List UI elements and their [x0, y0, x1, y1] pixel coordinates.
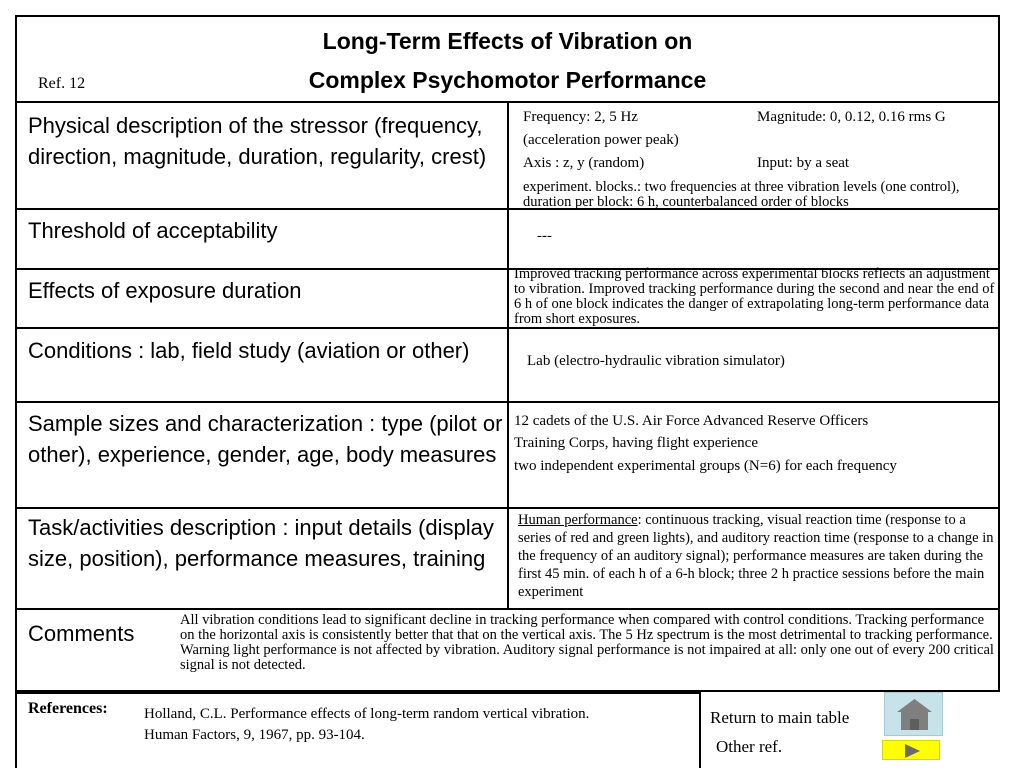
conditions-label: Conditions : lab, field study (aviation or other) [28, 338, 470, 363]
home-icon [885, 693, 944, 737]
play-arrow-icon [883, 741, 941, 761]
return-to-main-table-link[interactable]: Return to main table [710, 708, 850, 727]
exposure-label: Effects of exposure duration [28, 278, 302, 303]
reference-line2: Human Factors, 9, 1967, pp. 93-104. [144, 727, 365, 743]
sample-line2: Training Corps, having flight experience [514, 435, 758, 451]
ref-number: Ref. 12 [38, 75, 86, 92]
home-button[interactable] [884, 692, 943, 736]
task-value [518, 511, 994, 601]
sample-label: Sample sizes and characterization : type (pilot or other), experience, gender, age, body measures [28, 411, 503, 467]
acceleration-note: (acceleration power peak) [523, 132, 679, 148]
references-label: References: [28, 700, 108, 717]
comments-value: All vibration conditions lead to significant decline in tracking performance when compared with control conditions. Tracking performance on the horizontal axis is consistently better that that on the vertical axis. The 5 Hz spectrum is the most detrimental to tracking performance. Warning light performance is not affected by vibration. Auditory signal performance is not impaired at all: only one out of every 200 critical signal is not detected. [180, 612, 994, 673]
sample-line1: 12 cadets of the U.S. Air Force Advanced Reserve Officers [514, 413, 869, 429]
row-divider [15, 608, 1000, 610]
axis-value: Axis : z, y (random) [523, 155, 645, 171]
human-performance-underline: Human performance [518, 512, 638, 528]
page-title-line2: Complex Psychomotor Performance [308, 67, 707, 93]
conditions-value: Lab (electro-hydraulic vibration simulator) [527, 353, 785, 369]
column-divider [507, 102, 509, 608]
task-label: Task/activities description : input details (display size, position), performance measures, training [28, 515, 494, 571]
sample-line3: two independent experimental groups (N=6) for each frequency [514, 458, 897, 474]
frequency-value: Frequency: 2, 5 Hz [523, 109, 638, 125]
blocks-value: experiment. blocks.: two frequencies at three vibration levels (one control), duration per block: 6 h, counterbalanced order of blocks [523, 179, 960, 210]
comments-label: Comments [28, 621, 135, 646]
stressor-label: Physical description of the stressor (frequency, direction, magnitude, duration, regularity, crest) [28, 113, 487, 169]
task-description: : continuous tracking, visual reaction time (response to a series of red and green lights), and auditory reaction time (response to a change in the frequency of an auditory signal); performance measures are taken during the first 45 min. of each h of a 6-h block; three 2 h practice sessions before the main experiment [518, 512, 994, 600]
threshold-label: Threshold of acceptability [28, 218, 278, 243]
magnitude-value: Magnitude: 0, 0.12, 0.16 rms G [757, 109, 946, 125]
next-button[interactable] [882, 740, 940, 760]
other-ref-link[interactable]: Other ref. [716, 737, 783, 756]
exposure-value: Improved tracking performance across experimental blocks reflects an adjustment to vibration. Improved tracking performance during the second and near the end of 6 h of one block indicates the danger of extrapolating long-term performance data from short exposures. [514, 266, 995, 327]
reference-line1: Holland, C.L. Performance effects of long-term random vertical vibration. [144, 706, 590, 722]
input-value: Input: by a seat [757, 155, 850, 171]
threshold-value: --- [537, 228, 552, 244]
page-title-line1: Long-Term Effects of Vibration on [322, 28, 693, 54]
